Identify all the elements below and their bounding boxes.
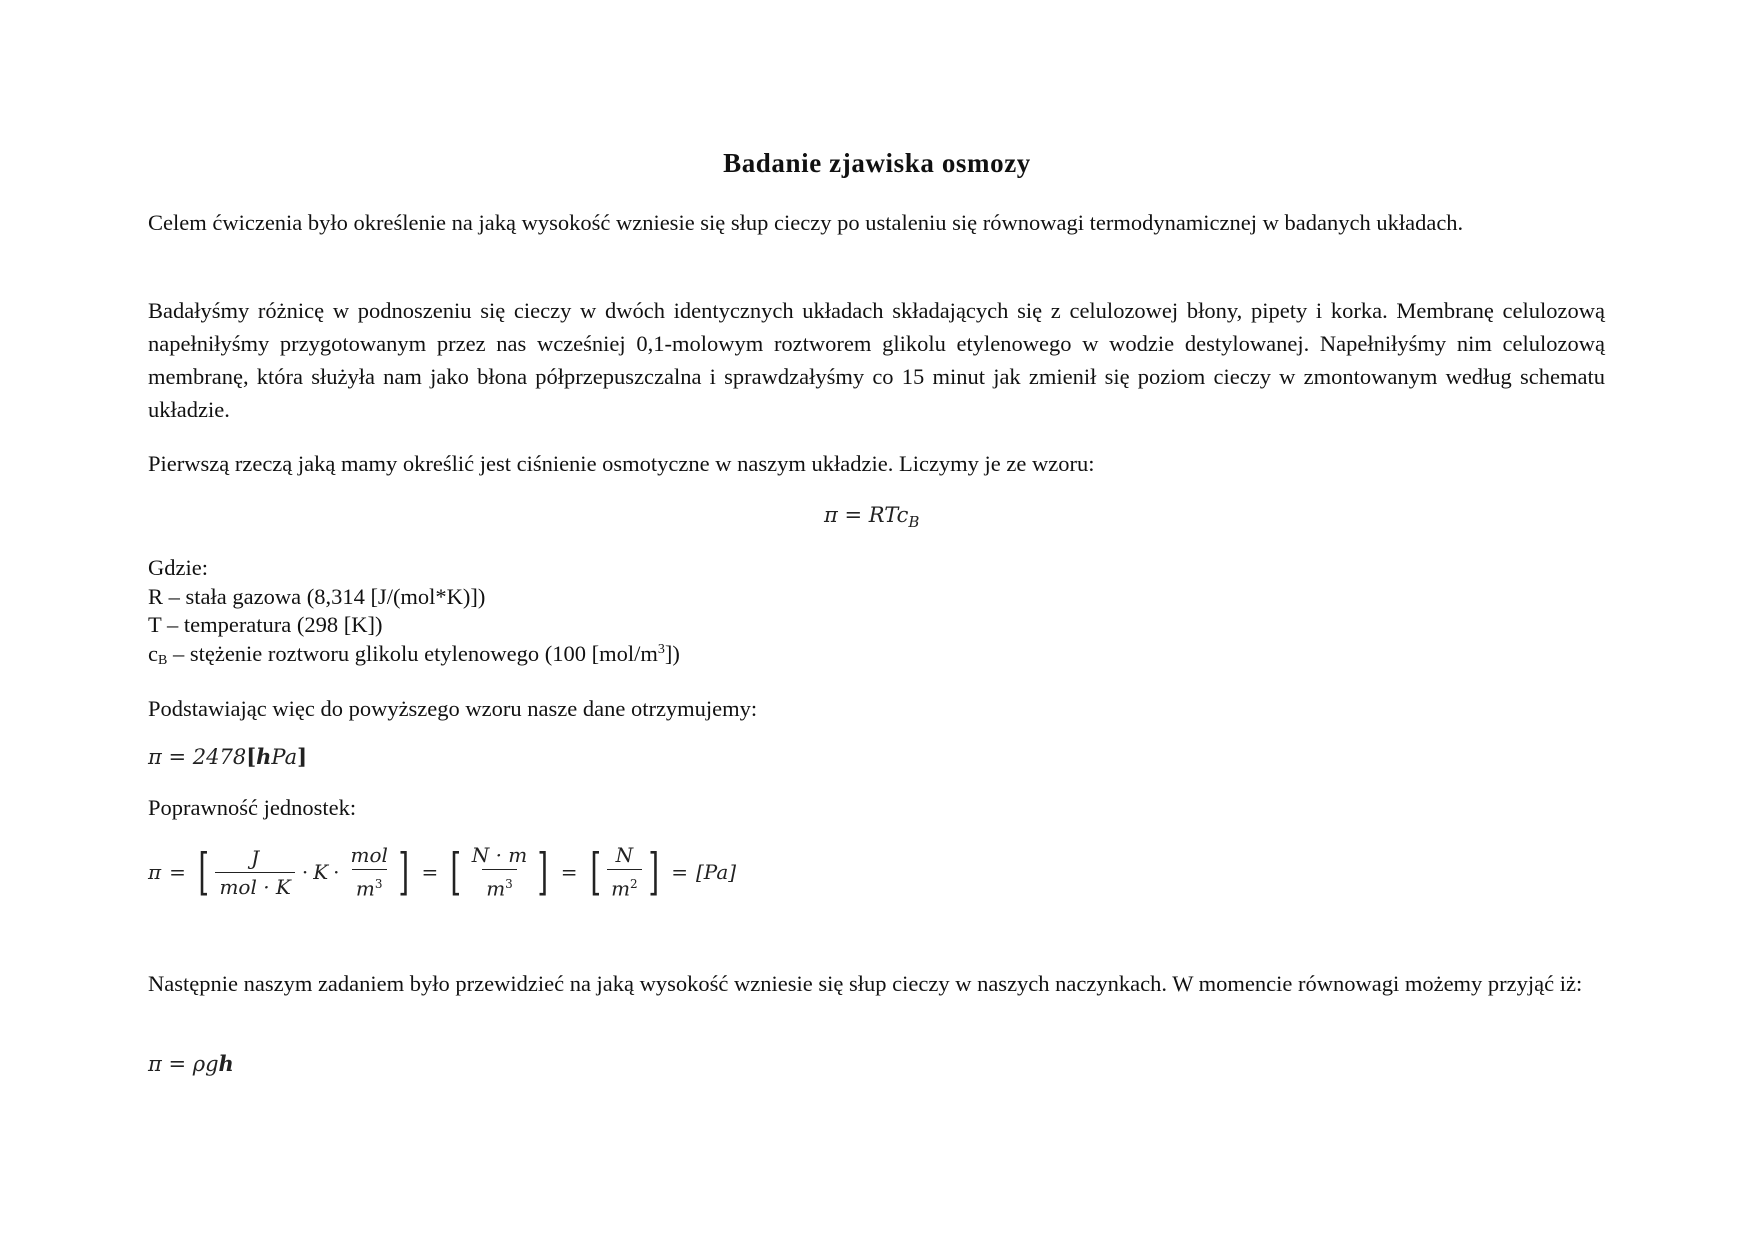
bracket-left: [ (198, 843, 210, 901)
definition-cb-text: – stężenie roztworu glikolu etylenowego (100 [mol/m (167, 640, 658, 666)
fraction-num: N · m (471, 843, 528, 868)
bracket-left: [ (589, 843, 601, 901)
fraction-den: mol · K (215, 872, 294, 899)
definition-t: T – temperatura (298 [K]) (148, 612, 383, 637)
fraction-num: mol (350, 843, 388, 868)
formula-unit-pa: Pa (271, 745, 298, 769)
formula-unit-check (148, 840, 736, 904)
formula-bracket-close: ] (297, 744, 308, 769)
bracket-right: ] (398, 843, 410, 901)
bracket-right: ] (537, 843, 549, 901)
units-result: [Pa] (695, 860, 737, 884)
formula-hydrostatic (148, 1051, 234, 1076)
formula-subscript: B (908, 513, 920, 531)
document-title: Badanie zjawiska osmozy (723, 148, 1031, 178)
fraction-den (482, 869, 517, 901)
fraction-den-base: m (355, 876, 375, 901)
paragraph-height: Następnie naszym zadaniem było przewidzieć na jaką wysokość wzniesie się słup cieczy w naszych naczynkach. W momencie równowagi możemy przyjąć iż: (148, 971, 1583, 996)
fraction-den (607, 869, 642, 901)
definition-cb-sup: 3 (657, 641, 665, 657)
formula-unit-h: h (256, 744, 272, 769)
paragraph-substitution: Podstawiając więc do powyższego wzoru nasze dane otrzymujemy: (148, 696, 758, 721)
fraction-den-exp: 3 (505, 877, 513, 892)
definitions-list (148, 554, 680, 675)
bracket-right: ] (648, 843, 659, 901)
dot-operator: · (333, 860, 340, 884)
units-equals: = (169, 860, 186, 884)
formula-osmotic-pressure (824, 503, 919, 531)
definition-cb-symbol: c (148, 640, 158, 666)
formula-h: h (218, 1051, 234, 1076)
fraction-den (352, 869, 387, 901)
paragraph-goal: Celem ćwiczenia było określenie na jaką wysokość wzniesie się słup cieczy po ustaleniu się równowagi termodynamicznej w badanych układach. (148, 210, 1464, 235)
dot-operator: · (301, 860, 309, 884)
formula-pressure-result (148, 744, 307, 769)
units-equals: = (560, 860, 578, 884)
fraction-j-molk (215, 846, 294, 899)
formula-bracket-open: [ (246, 744, 257, 769)
fraction-mol-m3 (347, 843, 392, 901)
definition-cb (148, 640, 680, 676)
fraction-den-exp: 3 (374, 877, 383, 892)
definition-cb-sub: B (158, 652, 168, 668)
definition-r: R – stała gazowa (8,314 [J/(mol*K)]) (148, 583, 486, 609)
paragraph-method: Badałyśmy różnicę w podnoszeniu się cieczy w dwóch identycznych układach składających się z celulozowej błony, pipety i korka. Membranę celulozową napełniłyśmy przygotowanym przez nas wcześniej 0,1-molowym roztworem glikolu etylenowego w wodzie destylowanej. Napełniłyśmy nim celulozową membranę, która służyła nam jako błona półprzepuszczalna i sprawdzałyśmy co 15 minut jak zmienił się poziom cieczy w zmontowanym według schematu układzie. (148, 298, 1605, 422)
definitions-heading: Gdzie: (148, 555, 208, 580)
fraction-num: J (251, 845, 260, 870)
formula-result-value: π = 2478 (148, 745, 247, 769)
units-equals: = (421, 860, 439, 884)
formula-rho-g: π = ρg (148, 1052, 219, 1076)
units-equals: = (671, 860, 688, 884)
formula-pi: π (824, 503, 838, 527)
fraction-den-base: m (611, 876, 631, 901)
fraction-den-base: m (486, 876, 506, 901)
paragraph-pressure-intro: Pierwszą rzeczą jaką mamy określić jest ciśnienie osmotyczne w naszym układzie. Liczymy je ze wzoru: (148, 451, 1095, 476)
formula-equals: = (844, 503, 863, 527)
units-pi: π (148, 860, 162, 884)
fraction-den-exp: 2 (630, 877, 638, 892)
formula-rtc: RTc (868, 503, 909, 527)
fraction-num: N (615, 843, 634, 868)
units-k: K (313, 860, 329, 884)
fraction-nm-m3 (468, 843, 532, 901)
fraction-n-m2 (607, 843, 642, 901)
bracket-left: [ (450, 843, 462, 901)
definition-cb-end: ]) (664, 640, 680, 666)
paragraph-units: Poprawność jednostek: (148, 795, 357, 820)
